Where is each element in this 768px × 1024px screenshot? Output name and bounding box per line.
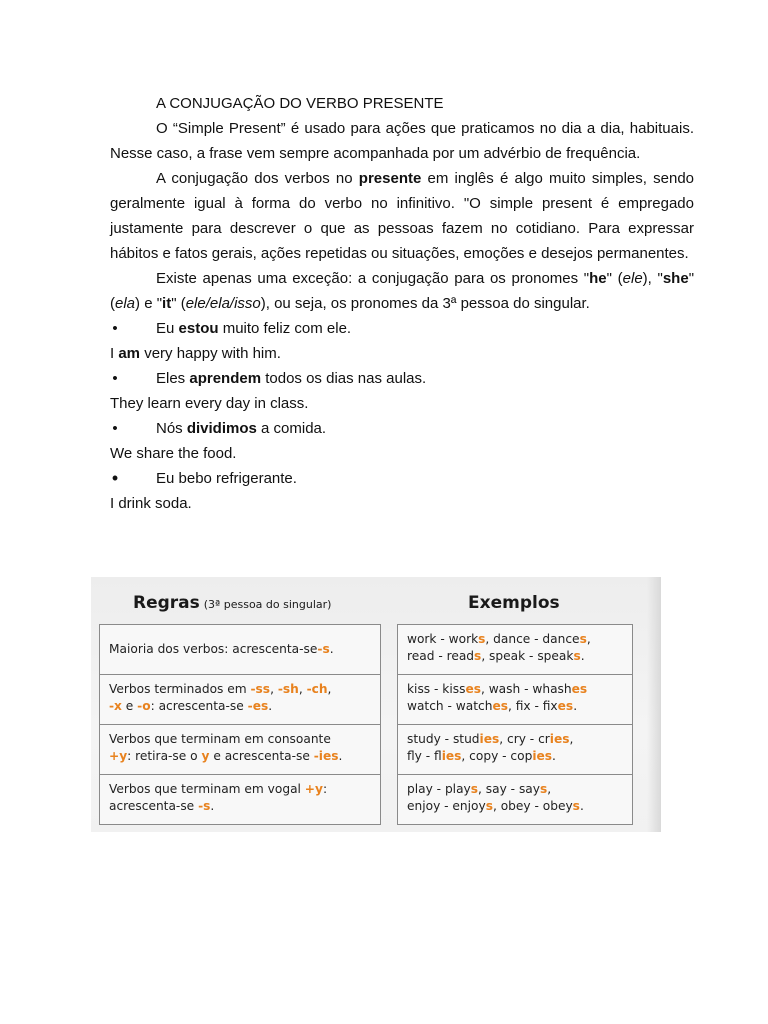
cell-text: . [579, 798, 584, 813]
document-body [110, 91, 694, 516]
cell-text: , speak - speak [481, 648, 574, 663]
cell-text: : retira-se o [127, 748, 202, 763]
highlight-suffix: s [540, 782, 548, 796]
example-pt: • Nós dividimos a comida. [110, 416, 694, 441]
page-title: A CONJUGAÇÃO DO VERBO PRESENTE [156, 95, 444, 112]
highlight-suffix: s [572, 798, 580, 813]
examples-column [397, 624, 633, 824]
rule-cell [99, 624, 381, 675]
highlight-suffix: ies [549, 732, 570, 746]
cell-text: , [270, 682, 278, 696]
paragraph-conjugation: A conjugação dos verbos no presente em inglês é algo muito simples, sendo geralmente igual à forma do verbo no infinitivo. "O simple present é empregado justamente para descrever o que as pessoas fazem no cotidiano. Para expressar hábitos e fatos gerais, ações repetidas ou situações, emoções e desejos permanentes. [110, 170, 695, 262]
cell-text: Verbos que terminam em vogal [109, 782, 305, 796]
cell-text: , [298, 682, 307, 696]
image-edge-shadow [647, 577, 661, 832]
highlight-suffix: s [579, 632, 587, 646]
cell-text: , dance - dance [485, 632, 580, 646]
rules-header: Regras (3ª pessoa do singular) [133, 593, 332, 613]
cell-text: work - work [407, 632, 479, 646]
highlight-suffix: s [478, 632, 486, 646]
cell-text: . [552, 748, 556, 763]
cell-text: kiss - kiss [407, 682, 466, 696]
rules-table-image [91, 577, 661, 832]
bullet-icon: • [112, 420, 118, 437]
highlight-suffix: +y [109, 748, 128, 763]
cell-text: e acrescenta-se [209, 748, 314, 763]
rule-cell [99, 724, 381, 775]
bullet-icon: • [111, 468, 119, 488]
cell-text: . [580, 648, 585, 663]
rules-column [99, 624, 381, 824]
cell-text: enjoy - enjoy [407, 798, 486, 813]
list-item [110, 366, 694, 416]
highlight-suffix: -s [317, 642, 330, 657]
cell-text: , wash - whash [480, 682, 572, 696]
cell-text: , say - say [478, 782, 540, 796]
example-pt: • Eles aprendem todos os dias nas aulas. [110, 366, 694, 391]
cell-text: fly - fl [407, 748, 442, 763]
highlight-suffix: -ies [313, 748, 339, 763]
cell-text: . [210, 798, 215, 813]
cell-text: Verbos que terminam em consoante [109, 732, 331, 746]
highlight-suffix: ies [441, 748, 462, 763]
highlight-suffix: s [485, 798, 493, 813]
cell-text: play - play [407, 782, 471, 796]
rule-cell [99, 774, 381, 825]
example-cell [397, 674, 633, 725]
example-list [110, 316, 694, 516]
bullet-icon: • [112, 370, 118, 387]
cell-text: watch - watch [407, 698, 493, 713]
cell-text: study - stud [407, 732, 480, 746]
example-cell [397, 774, 633, 825]
rules-subheader: (3ª pessoa do singular) [203, 598, 332, 611]
cell-text: Maioria dos verbos: acrescenta-se [109, 642, 318, 657]
cell-text: : [322, 782, 328, 796]
cell-text: Verbos terminados em [109, 682, 251, 696]
example-pt: • Eu bebo refrigerante. [110, 466, 694, 491]
example-en: I drink soda. [110, 495, 192, 512]
example-pt: • Eu estou muito feliz com ele. [110, 316, 694, 341]
cell-text: . [573, 698, 578, 713]
example-en: They learn every day in class. [110, 395, 309, 412]
highlight-suffix: es [465, 682, 481, 696]
highlight-suffix: y [201, 748, 210, 763]
highlight-suffix: -x [109, 698, 122, 713]
cell-text: , [569, 732, 574, 746]
list-item [110, 316, 694, 366]
examples-header: Exemplos [468, 593, 560, 613]
highlight-suffix: es [557, 698, 574, 713]
highlight-suffix: ies [479, 732, 500, 746]
highlight-suffix: s [573, 648, 581, 663]
highlight-suffix: -es [247, 698, 269, 713]
rule-cell [99, 674, 381, 725]
cell-text: , [586, 632, 591, 646]
cell-text: . [268, 698, 273, 713]
paragraph-exception: Existe apenas uma exceção: a conjugação para os pronomes "he" (ele), "she" (ela) e "it" (ele/ela/isso), ou seja, os pronomes da 3ª pessoa do singular. [110, 270, 695, 312]
cell-text: . [338, 748, 343, 763]
paragraph-simple-present: O “Simple Present” é usado para ações que praticamos no dia a dia, habituais. Nesse caso, a frase vem sempre acompanhada por um advérbio de frequência. [110, 120, 694, 162]
cell-text: : acrescenta-se [150, 698, 248, 713]
highlight-suffix: es [492, 698, 508, 713]
example-cell [397, 624, 633, 675]
example-en: I am very happy with him. [110, 345, 281, 362]
example-en: We share the food. [110, 445, 237, 462]
highlight-suffix: s [470, 782, 479, 796]
cell-text: , cry - cr [499, 732, 550, 746]
cell-text: read - read [407, 648, 475, 663]
cell-text: , [327, 682, 332, 696]
cell-text: , [547, 782, 552, 796]
highlight-suffix: -o [137, 698, 151, 713]
highlight-suffix: -sh [277, 682, 299, 696]
cell-text: e [121, 698, 138, 713]
list-item [110, 416, 694, 466]
cell-text: . [329, 642, 334, 657]
bullet-icon: • [112, 320, 118, 337]
cell-text: acrescenta-se [109, 798, 199, 813]
highlight-suffix: ies [532, 748, 553, 763]
example-cell [397, 724, 633, 775]
highlight-suffix: s [474, 648, 482, 663]
cell-text: , fix - fix [507, 698, 558, 713]
highlight-suffix: +y [304, 782, 323, 796]
cell-text: , obey - obey [492, 798, 573, 813]
highlight-suffix: -s [198, 798, 211, 813]
cell-text: , copy - cop [461, 748, 533, 763]
list-item [110, 466, 694, 516]
highlight-suffix: es [571, 682, 588, 696]
highlight-suffix: -ch [306, 682, 328, 696]
highlight-suffix: -ss [250, 682, 271, 696]
